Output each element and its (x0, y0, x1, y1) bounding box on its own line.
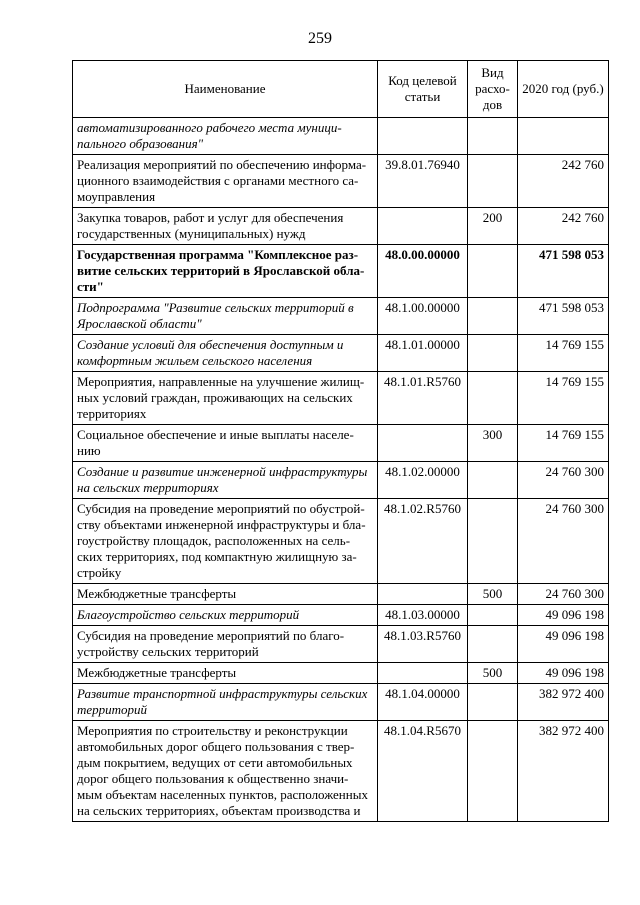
table-row (73, 663, 609, 684)
row-name-cell: Субсидия на проведение мероприятий по благо-устройству сельских территорий (73, 626, 378, 663)
row-type-cell (468, 684, 518, 721)
row-sum-cell (518, 118, 609, 155)
table-row (73, 462, 609, 499)
row-type-cell: 200 (468, 208, 518, 245)
row-type-cell (468, 118, 518, 155)
table-row (73, 298, 609, 335)
row-sum-cell: 24 760 300 (518, 499, 609, 584)
row-code-cell: 48.1.01.00000 (378, 335, 468, 372)
row-name-cell: Межбюджетные трансферты (73, 584, 378, 605)
row-type-cell (468, 298, 518, 335)
row-sum-cell: 24 760 300 (518, 584, 609, 605)
header-name: Наименование (73, 61, 378, 118)
row-code-cell: 48.1.01.R5760 (378, 372, 468, 425)
row-type-cell (468, 245, 518, 298)
row-type-cell (468, 335, 518, 372)
row-name-cell: Реализация мероприятий по обеспечению информа-ционного взаимодействия с органами местного са-моуправления (73, 155, 378, 208)
row-sum-cell: 382 972 400 (518, 684, 609, 721)
table-row (73, 721, 609, 822)
row-type-cell: 300 (468, 425, 518, 462)
row-sum-cell: 14 769 155 (518, 335, 609, 372)
table-row (73, 425, 609, 462)
row-type-cell: 500 (468, 663, 518, 684)
header-code: Код целевой статьи (378, 61, 468, 118)
row-code-cell: 48.1.03.R5760 (378, 626, 468, 663)
row-name-cell: автоматизированного рабочего места муници-пального образования" (73, 118, 378, 155)
row-type-cell (468, 721, 518, 822)
row-name-cell: Развитие транспортной инфраструктуры сельских территорий (73, 684, 378, 721)
table-row (73, 155, 609, 208)
row-sum-cell: 242 760 (518, 155, 609, 208)
budget-table (72, 60, 609, 822)
table-row (73, 605, 609, 626)
row-sum-cell: 14 769 155 (518, 425, 609, 462)
row-name-cell: Мероприятия по строительству и реконструкции автомобильных дорог общего пользования с твер-дым покрытием, ведущих от сети автомобильных дорог общего пользования к общественно значи-мым объектам населенных пунктов, расположенных на сельских территориях, объектам производства и (73, 721, 378, 822)
row-type-cell (468, 499, 518, 584)
table-row (73, 626, 609, 663)
row-code-cell: 48.1.02.R5760 (378, 499, 468, 584)
row-code-cell (378, 208, 468, 245)
row-type-cell (468, 626, 518, 663)
row-name-cell: Благоустройство сельских территорий (73, 605, 378, 626)
row-sum-cell: 382 972 400 (518, 721, 609, 822)
row-sum-cell: 471 598 053 (518, 298, 609, 335)
row-code-cell: 48.1.00.00000 (378, 298, 468, 335)
row-type-cell (468, 605, 518, 626)
table-row (73, 372, 609, 425)
row-code-cell: 48.1.04.00000 (378, 684, 468, 721)
header-sum: 2020 год (руб.) (518, 61, 609, 118)
row-name-cell: Создание условий для обеспечения доступным и комфортным жильем сельского населения (73, 335, 378, 372)
table-row (73, 208, 609, 245)
row-name-cell: Межбюджетные трансферты (73, 663, 378, 684)
table-row (73, 499, 609, 584)
row-code-cell: 48.1.04.R5670 (378, 721, 468, 822)
row-sum-cell: 14 769 155 (518, 372, 609, 425)
table-row (73, 335, 609, 372)
row-code-cell: 48.1.02.00000 (378, 462, 468, 499)
row-code-cell (378, 425, 468, 462)
row-name-cell: Подпрограмма "Развитие сельских территорий в Ярославской области" (73, 298, 378, 335)
table-body (73, 118, 609, 822)
row-sum-cell: 242 760 (518, 208, 609, 245)
table-row (73, 584, 609, 605)
row-type-cell (468, 372, 518, 425)
row-code-cell (378, 663, 468, 684)
row-name-cell: Создание и развитие инженерной инфраструктуры на сельских территориях (73, 462, 378, 499)
row-type-cell (468, 462, 518, 499)
header-type: Вид расхо-дов (468, 61, 518, 118)
row-code-cell (378, 584, 468, 605)
row-name-cell: Социальное обеспечение и иные выплаты населе-нию (73, 425, 378, 462)
row-code-cell: 48.0.00.00000 (378, 245, 468, 298)
page-number: 259 (308, 30, 332, 47)
row-name-cell: Закупка товаров, работ и услуг для обеспечения государственных (муниципальных) нужд (73, 208, 378, 245)
row-type-cell: 500 (468, 584, 518, 605)
row-code-cell (378, 118, 468, 155)
table-row (73, 684, 609, 721)
table-header-row (73, 61, 609, 118)
row-sum-cell: 24 760 300 (518, 462, 609, 499)
row-name-cell: Субсидия на проведение мероприятий по обустрой-ству объектами инженерной инфраструктуры и бла-гоустройству площадок, расположенных на сель-ских территориях, под компактную жилищную за-стройку (73, 499, 378, 584)
table-row (73, 118, 609, 155)
row-code-cell: 39.8.01.76940 (378, 155, 468, 208)
row-sum-cell: 49 096 198 (518, 605, 609, 626)
table-row (73, 245, 609, 298)
row-sum-cell: 471 598 053 (518, 245, 609, 298)
row-sum-cell: 49 096 198 (518, 663, 609, 684)
row-code-cell: 48.1.03.00000 (378, 605, 468, 626)
row-sum-cell: 49 096 198 (518, 626, 609, 663)
row-name-cell: Мероприятия, направленные на улучшение жилищ-ных условий граждан, проживающих на сельских территориях (73, 372, 378, 425)
row-type-cell (468, 155, 518, 208)
row-name-cell: Государственная программа "Комплексное раз-витие сельских территорий в Ярославской обла-сти" (73, 245, 378, 298)
